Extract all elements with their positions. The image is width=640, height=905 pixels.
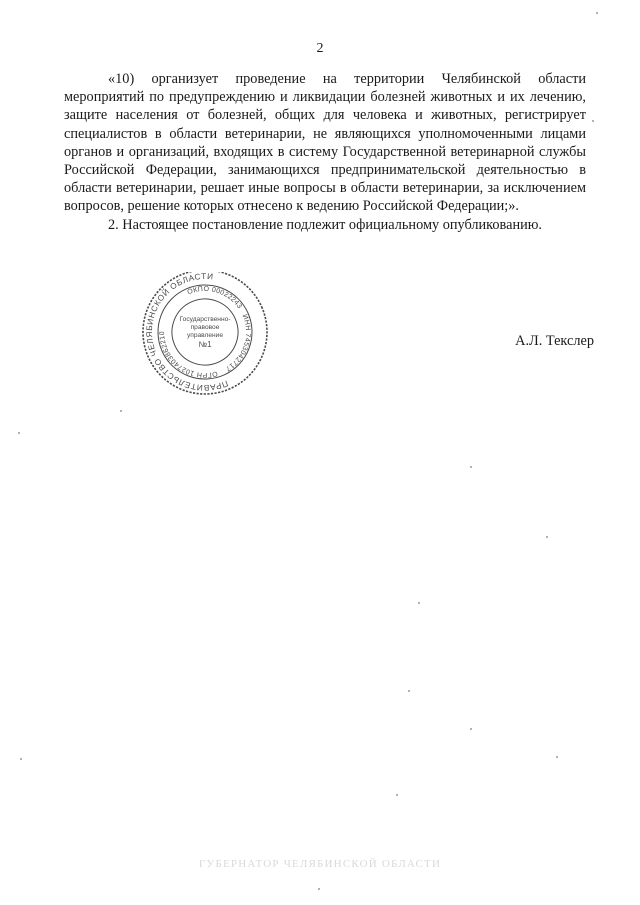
seal-outer-text: ПРАВИТЕЛЬСТВО ЧЕЛЯБИНСКОЙ ОБЛАСТИ <box>144 272 230 393</box>
scan-speck <box>418 602 420 604</box>
signer-name: А.Л. Текслер <box>515 333 594 349</box>
seal-inn-text: ИНН 7453042717 <box>224 313 252 373</box>
seal-center-line-3: управление <box>186 332 224 339</box>
seal-center-line-1: Государственно- <box>179 316 231 323</box>
seal-center-line-2: правовое <box>190 324 220 331</box>
scan-speck <box>546 536 548 538</box>
scan-speck <box>318 888 320 890</box>
scan-speck <box>470 728 472 730</box>
footer-watermark: ГУБЕРНАТОР ЧЕЛЯБИНСКОЙ ОБЛАСТИ <box>198 858 442 870</box>
page-number: 2 <box>316 41 324 56</box>
seal-center-line-4: №1 <box>198 340 212 349</box>
scan-speck <box>556 756 558 758</box>
document-body <box>64 70 586 234</box>
scan-speck <box>20 758 22 760</box>
seal-okpo-text: ОКПО 00022243 <box>186 285 243 311</box>
scan-speck <box>470 466 472 468</box>
official-seal <box>134 272 276 398</box>
paragraph-item-10: «10) организует проведение на территории Челябинской области мероприятий по предупреждению и ликвидации болезней животных и их лечению, защите населения от болезней, общих для человека и животных, регистрирует специалистов в области ветеринарии, не являющихся уполномоченными лицами органов и организаций, входящих в систему Государственной ветеринарной службы Российской Федерации, занимающихся предпринимательской деятельностью в области ветеринарии, решает иные вопросы в области ветеринарии, за исключением вопросов, решение которых отнесено к ведению Российской Федерации;». <box>64 71 586 215</box>
paragraph-publication: 2. Настоящее постановление подлежит официальному опубликованию. <box>108 216 543 233</box>
scan-speck <box>120 410 122 412</box>
seal-registry-text: ОГРН 1027403862210 <box>158 330 219 379</box>
scan-speck <box>592 120 594 122</box>
scan-speck <box>396 794 398 796</box>
scan-speck <box>18 432 20 434</box>
scan-speck <box>408 690 410 692</box>
scan-speck <box>596 12 598 14</box>
